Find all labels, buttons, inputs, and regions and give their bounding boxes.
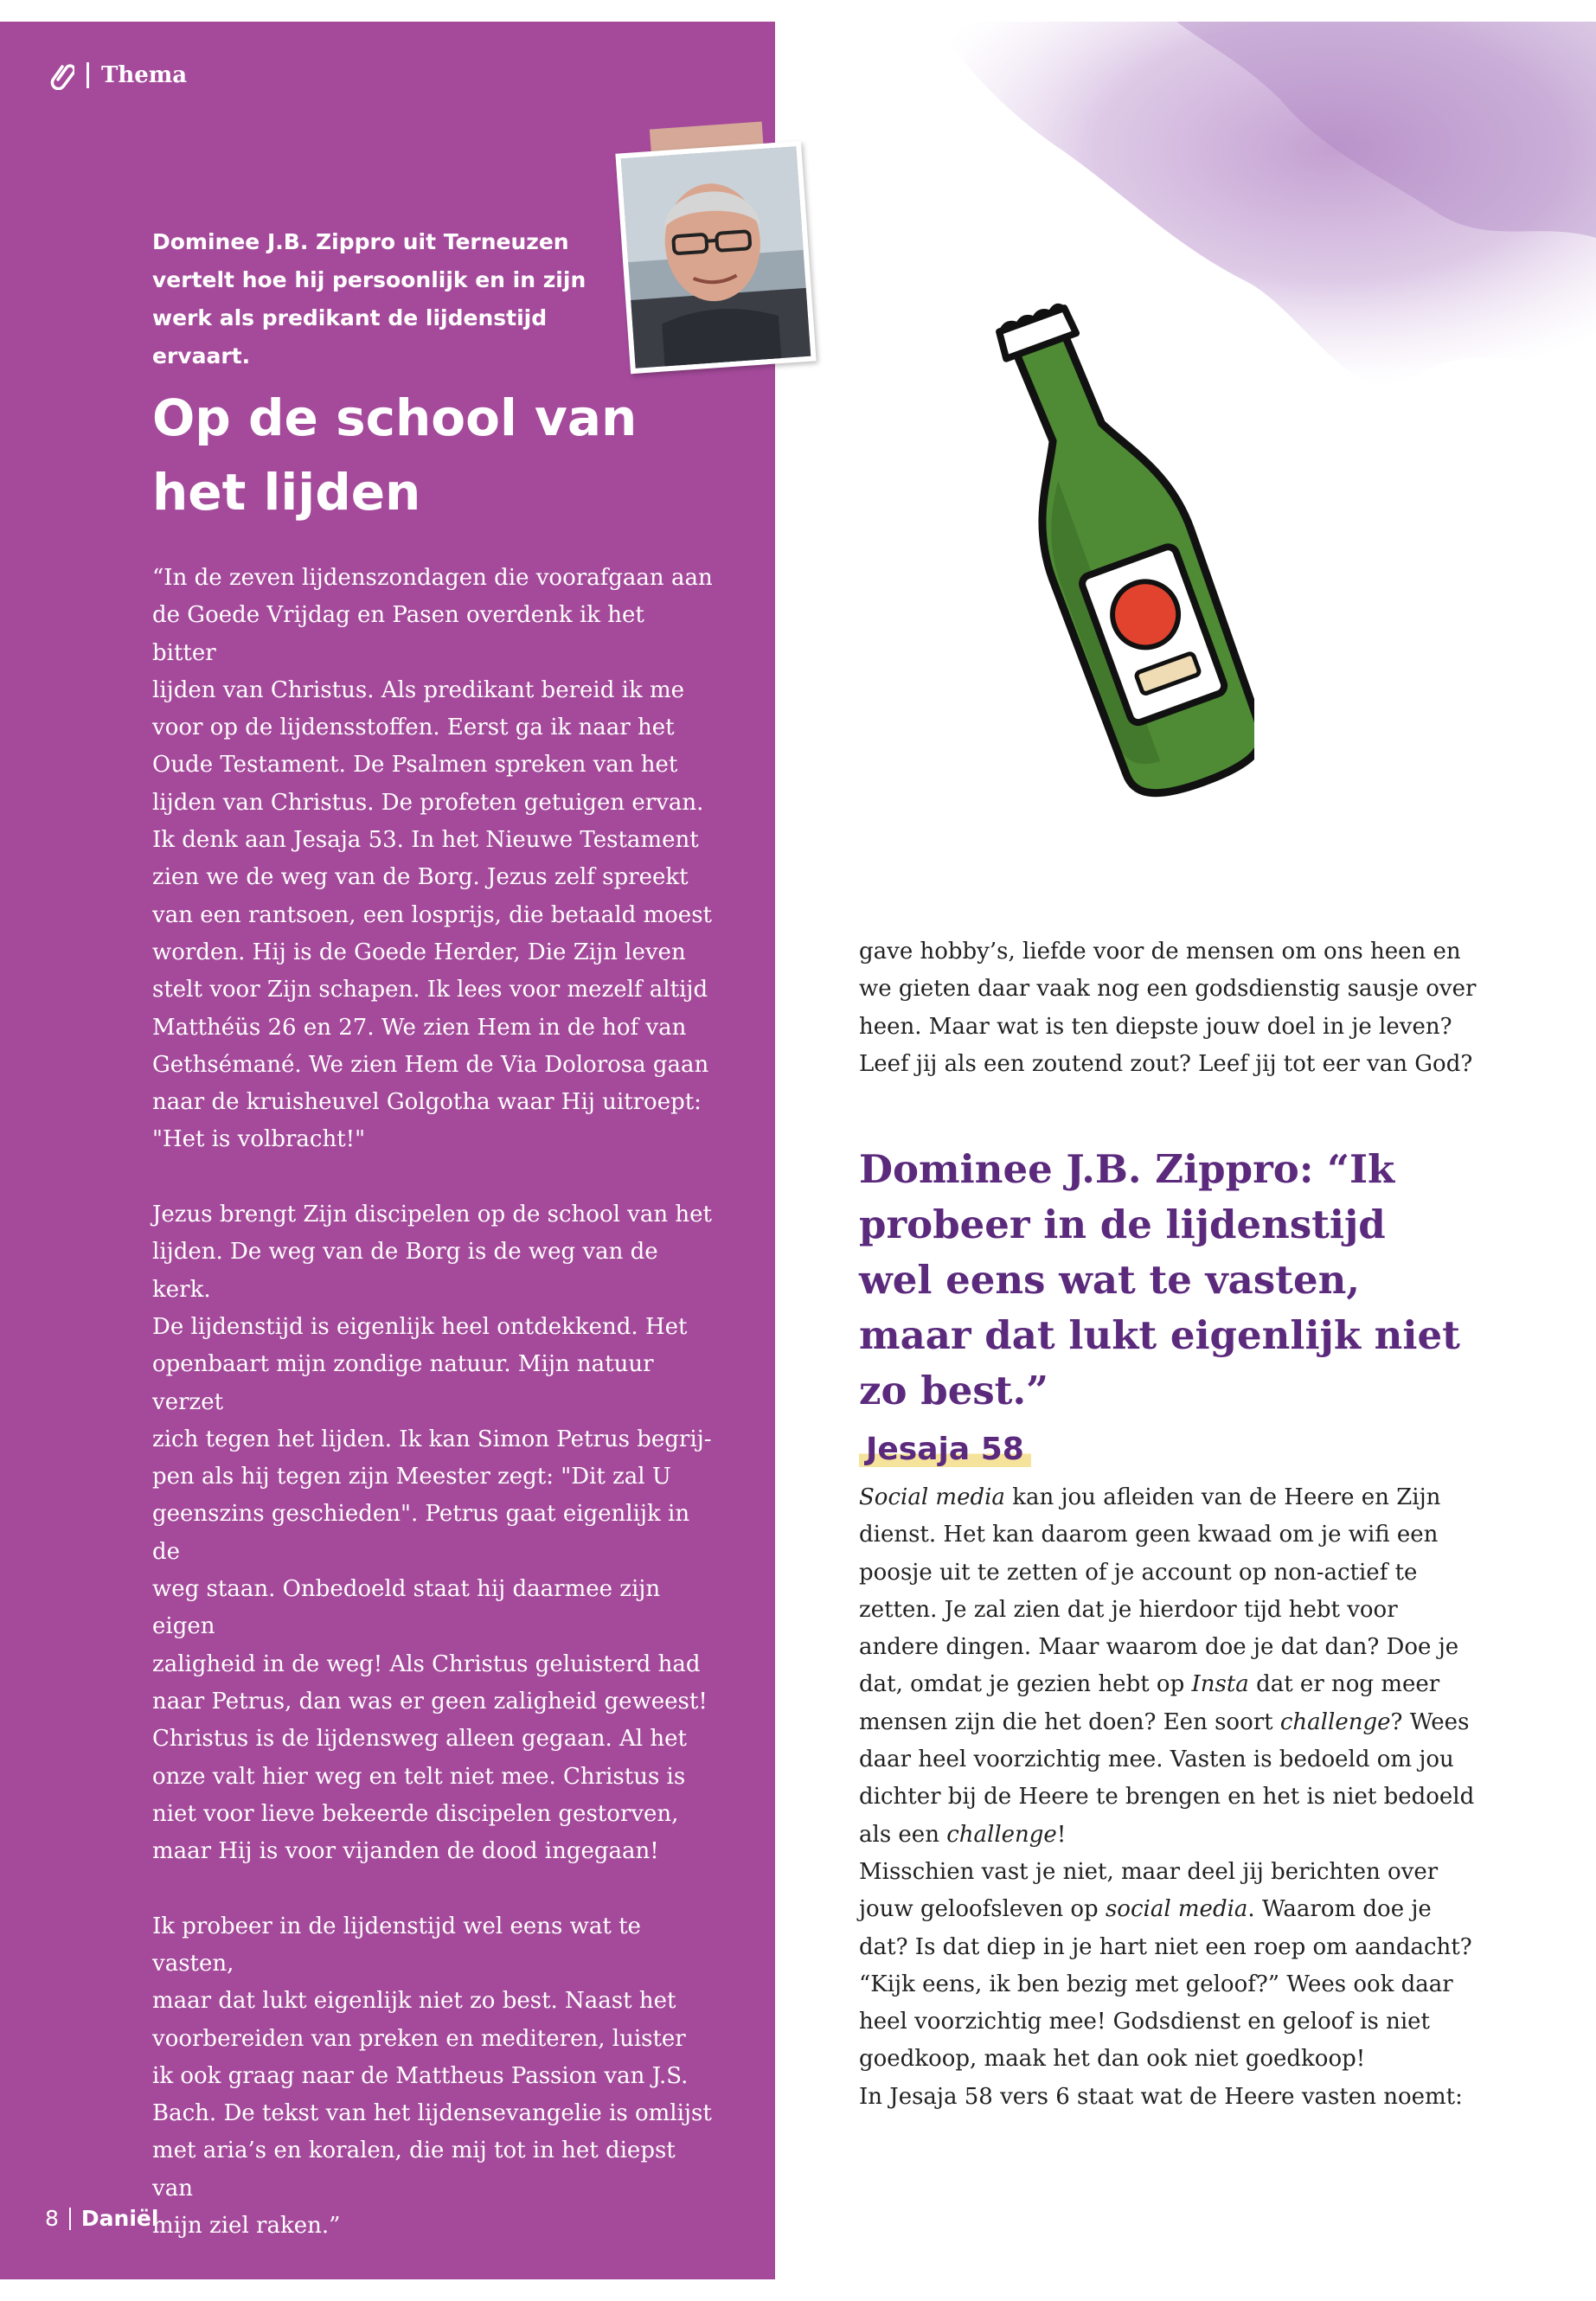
bottle-illustration [995,277,1254,822]
body-paragraph: In Jesaja 58 vers 6 staat wat de Heere vasten noemt: [859,2083,1463,2110]
text-run: zetten. Je zal zien dat je hierdoor tijd hebt voor [859,1596,1398,1623]
section-header [50,61,187,90]
text-run: kan jou afleiden van de Heere en Zijn [1004,1484,1441,1510]
text-run: ! [1056,1821,1067,1848]
text-run: dienst. Het kan daarom geen kwaad om je wifi een [859,1522,1439,1548]
body-paragraph: Ik probeer in de lijdenstijd wel eens wat te vasten, maar dat lukt eigenlijk niet zo best. Naast het voorbereiden van preken en mediteren, luister ik ook graag naar de Mattheus Passion van J.S. Bach. De tekst van het lijdensevangelie is omlijst met aria’s en koralen, die mij tot in het diepst van mijn ziel raken.” [152,1913,712,2240]
italic-term: social media [1105,1896,1248,1923]
text-run: Misschien vast je niet, maar deel jij berichten over [859,1858,1439,1885]
body-paragraph [859,1854,1482,2079]
page-footer [45,2206,158,2231]
text-run: dat er nog meer [1248,1671,1440,1698]
text-run: ? Wees [1390,1708,1470,1735]
article-title: Op de school van het lijden [152,388,638,522]
header-divider [87,62,89,88]
text-run: andere dingen. Maar waarom doe je dat dan? Doe je [859,1634,1459,1661]
text-run: dat? Is dat diep in je hart niet een roep om aandacht? [859,1933,1472,1960]
footer-divider [69,2208,71,2230]
paperclip-icon [50,61,74,90]
text-run: . Waarom doe je [1247,1896,1432,1923]
section-label: Thema [101,62,188,88]
text-run: heel voorzichtig mee! Godsdienst en geloof is niet [859,2009,1430,2035]
text-run: dat, omdat je gezien hebt op [859,1671,1192,1698]
body-paragraph [859,1479,1482,1854]
italic-term: challenge [946,1821,1057,1848]
text-run: dichter bij de Heere te brengen en het is niet bedoeld [859,1784,1475,1811]
magazine-name: Daniël [80,2206,159,2231]
italic-term: challenge [1279,1708,1391,1735]
italic-term: Insta [1191,1671,1249,1698]
section-subheading: Jesaja 58 [859,1432,1031,1467]
text-run: als een [859,1821,947,1848]
left-body [152,560,715,2283]
body-paragraph: Jezus brengt Zijn discipelen op de school van het lijden. De weg van de Borg is de weg van de kerk. De lijdenstijd is eigenlijk heel ontdekkend. Het openbaart mijn zondige natuur. Mijn natuur verzet zich tegen het lijden. Ik kan Simon Petrus begrij- pen als hij tegen zijn Meester zegt: "Dit zal U geenszins geschieden". Petrus gaat eigenlijk in de weg staan. Onbedoeld staat hij daarmee zijn eigen zaligheid in de weg! Als Christus geluisterd had naar Petrus, dan was er geen zaligheid geweest! Christus is de lijdensweg alleen gegaan. Al het onze valt hier weg en telt niet mee. Christus is niet voor lieve bekeerde discipelen gestorven, maar Hij is voor vijanden de dood ingegaan! [152,1202,712,1865]
page-number: 8 [45,2206,59,2231]
text-run: jouw geloofsleven op [859,1896,1106,1923]
pull-quote: Dominee J.B. Zippro: “Ik probeer in de lijdenstijd wel eens wat te vasten, maar dat lukt eigenlijk niet zo best.” [859,1146,1460,1413]
text-run: poosje uit te zetten of je account op non-actief te [859,1559,1418,1586]
text-run: mensen zijn die het doen? Een soort [859,1708,1280,1735]
right-body-main [859,1479,1482,2116]
intro-text: Dominee J.B. Zippro uit Terneuzen vertelt hoe hij persoonlijk en in zijn werk als predikant de lijdenstijd ervaart. [152,229,586,369]
author-photo [615,141,816,374]
body-paragraph: “In de zeven lijdenszondagen die voorafgaan aan de Goede Vrijdag en Pasen overdenk ik het bitter lijden van Christus. Als predikant bereid ik me voor op de lijdensstoffen. Eerst ga ik naar het Oude Testament. De Psalmen spreken van het lijden van Christus. De profeten getuigen ervan. Ik denk aan Jesaja 53. In het Nieuwe Testament zien we de weg van de Borg. Jezus zelf spreekt van een rantsoen, een losprijs, die betaald moest worden. Hij is de Goede Herder, Die Zijn leven stelt voor Zijn schapen. Ik lees voor mezelf altijd Matthéüs 26 en 27. We zien Hem in de hof van Gethsémané. We zien Hem de Via Dolorosa gaan naar de kruisheuvel Golgotha waar Hij uitroept: "Het is volbracht!" [152,565,713,1153]
text-run: daar heel voorzichtig mee. Vasten is bedoeld om jou [859,1747,1454,1773]
italic-term: Social media [859,1484,1005,1510]
text-run: goedkoop, maak het dan ook niet goedkoop! [859,2046,1366,2073]
text-run: “Kijk eens, ik ben bezig met geloof?” Wees ook daar [859,1971,1453,1997]
right-body-top: gave hobby’s, liefde voor de mensen om ons heen en we gieten daar vaak nog een godsdienstig sausje over heen. Maar wat is ten diepste jouw doel in je leven? Leef jij als een zoutend zout? Leef jij tot eer van God? [859,939,1477,1077]
